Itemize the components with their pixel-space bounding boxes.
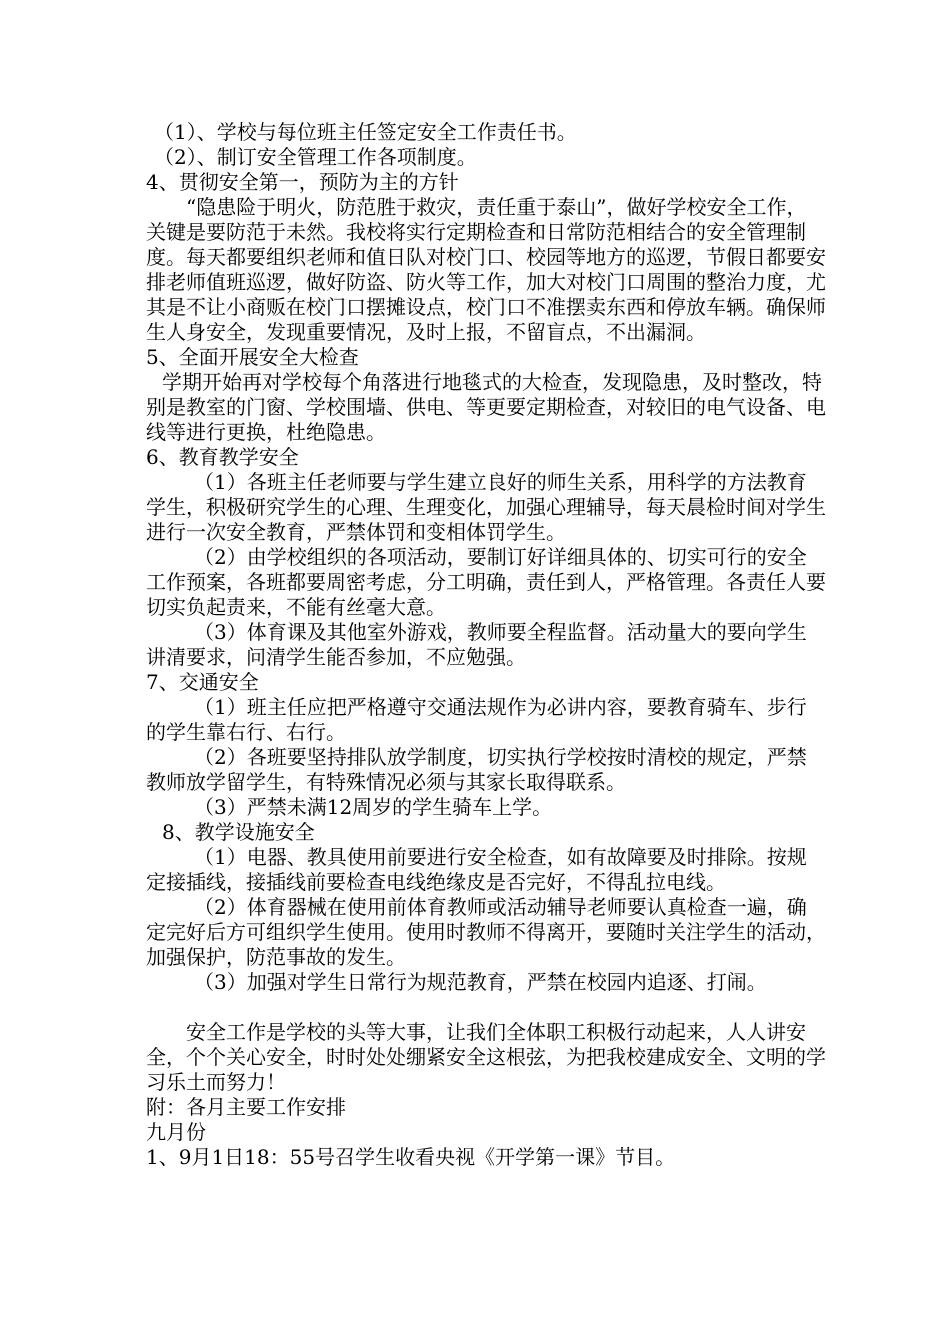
- paragraph-teaching-3: （3）体育课及其他室外游戏，教师要全程监督。活动量大的要向学生讲清要求，问清学生能否参加，不应勉强。: [146, 620, 807, 669]
- paragraph-teaching-2: （2）由学校组织的各项活动，要制订好详细具体的、切实可行的安全工作预案，各班都要周密考虑，分工明确，责任到人，严格管理。各责任人要切实负起责来，不能有丝毫大意。: [146, 545, 826, 619]
- paragraph-traffic-2: （2）各班要坚持排队放学制度，切实执行学校按时清校的规定，严禁教师放学留学生，有特殊情况必须与其家长取得联系。: [146, 745, 807, 794]
- item-responsibility-letter: （1）、学校与每位班主任签定安全工作责任书。: [154, 120, 577, 144]
- paragraph-facility-1: （1）电器、教具使用前要进行安全检查，如有故障要及时排除。按规定接插线，接插线前要检查电线绝缘皮是否完好，不得乱拉电线。: [146, 845, 807, 894]
- paragraph-traffic-1: （1）班主任应把严格遵守交通法规作为必讲内容，要教育骑车、步行的学生靠右行、右行。: [146, 695, 807, 744]
- september-item-1: 1、9月1日18：55号召学生收看央视《开学第一课》节目。: [146, 1145, 676, 1169]
- section-heading-7: 7、交通安全: [146, 670, 259, 694]
- paragraph-prevention: “隐患险于明火，防范胜于救灾，责任重于泰山”，做好学校安全工作，关键是要防范于未然。我校将实行定期检查和日常防范相结合的安全管理制度。每天都要组织老师和值日队对校门口、校园等地方的巡逻，节假日都要安排老师值班巡逻，做好防盗、防火等工作，加大对校门口周围的整治力度，尤其是不让小商贩在校门口摆摊设点，校门口不准摆卖东西和停放车辆。确保师生人身安全，发现重要情况，及时上报，不留盲点，不出漏洞。: [146, 195, 826, 344]
- section-heading-4: 4、贯彻安全第一，预防为主的方针: [146, 170, 459, 194]
- appendix-heading: 附：各月主要工作安排: [146, 1095, 346, 1119]
- paragraph-facility-3: （3）加强对学生日常行为规范教育，严禁在校园内追逐、打闹。: [194, 970, 767, 994]
- paragraph-teaching-1: （1）各班主任老师要与学生建立良好的师生关系，用科学的方法教育学生，积极研究学生的心理、生理变化，加强心理辅导，每天晨检时间对学生进行一次安全教育，严禁体罚和变相体罚学生。: [146, 470, 826, 544]
- paragraph-traffic-3: （3）严禁未满12周岁的学生骑车上学。: [194, 795, 553, 819]
- section-heading-6: 6、教育教学安全: [146, 445, 299, 469]
- paragraph-facility-2: （2）体育器械在使用前体育教师或活动辅导老师要认真检查一遍，确定完好后方可组织学生使用。使用时教师不得离开，要随时关注学生的活动，加强保护，防范事故的发生。: [146, 895, 826, 969]
- paragraph-closing: 安全工作是学校的头等大事，让我们全体职工积极行动起来，人人讲安全，个个关心安全，时时处处绷紧安全这根弦，为把我校建成安全、文明的学习乐土而努力！: [146, 1020, 826, 1094]
- paragraph-inspection: 学期开始再对学校每个角落进行地毯式的大检查，发现隐患，及时整改，特别是教室的门窗、学校围墙、供电、等更要定期检查，对较旧的电气设备、电线等进行更换，杜绝隐患。: [146, 370, 826, 444]
- month-heading-september: 九月份: [146, 1120, 206, 1144]
- item-safety-rules: （2）、制订安全管理工作各项制度。: [154, 145, 477, 169]
- section-heading-5: 5、全面开展安全大检查: [146, 345, 359, 369]
- blank-line: [146, 995, 826, 1020]
- section-heading-8: 8、教学设施安全: [162, 820, 315, 844]
- document-body: [146, 120, 826, 1170]
